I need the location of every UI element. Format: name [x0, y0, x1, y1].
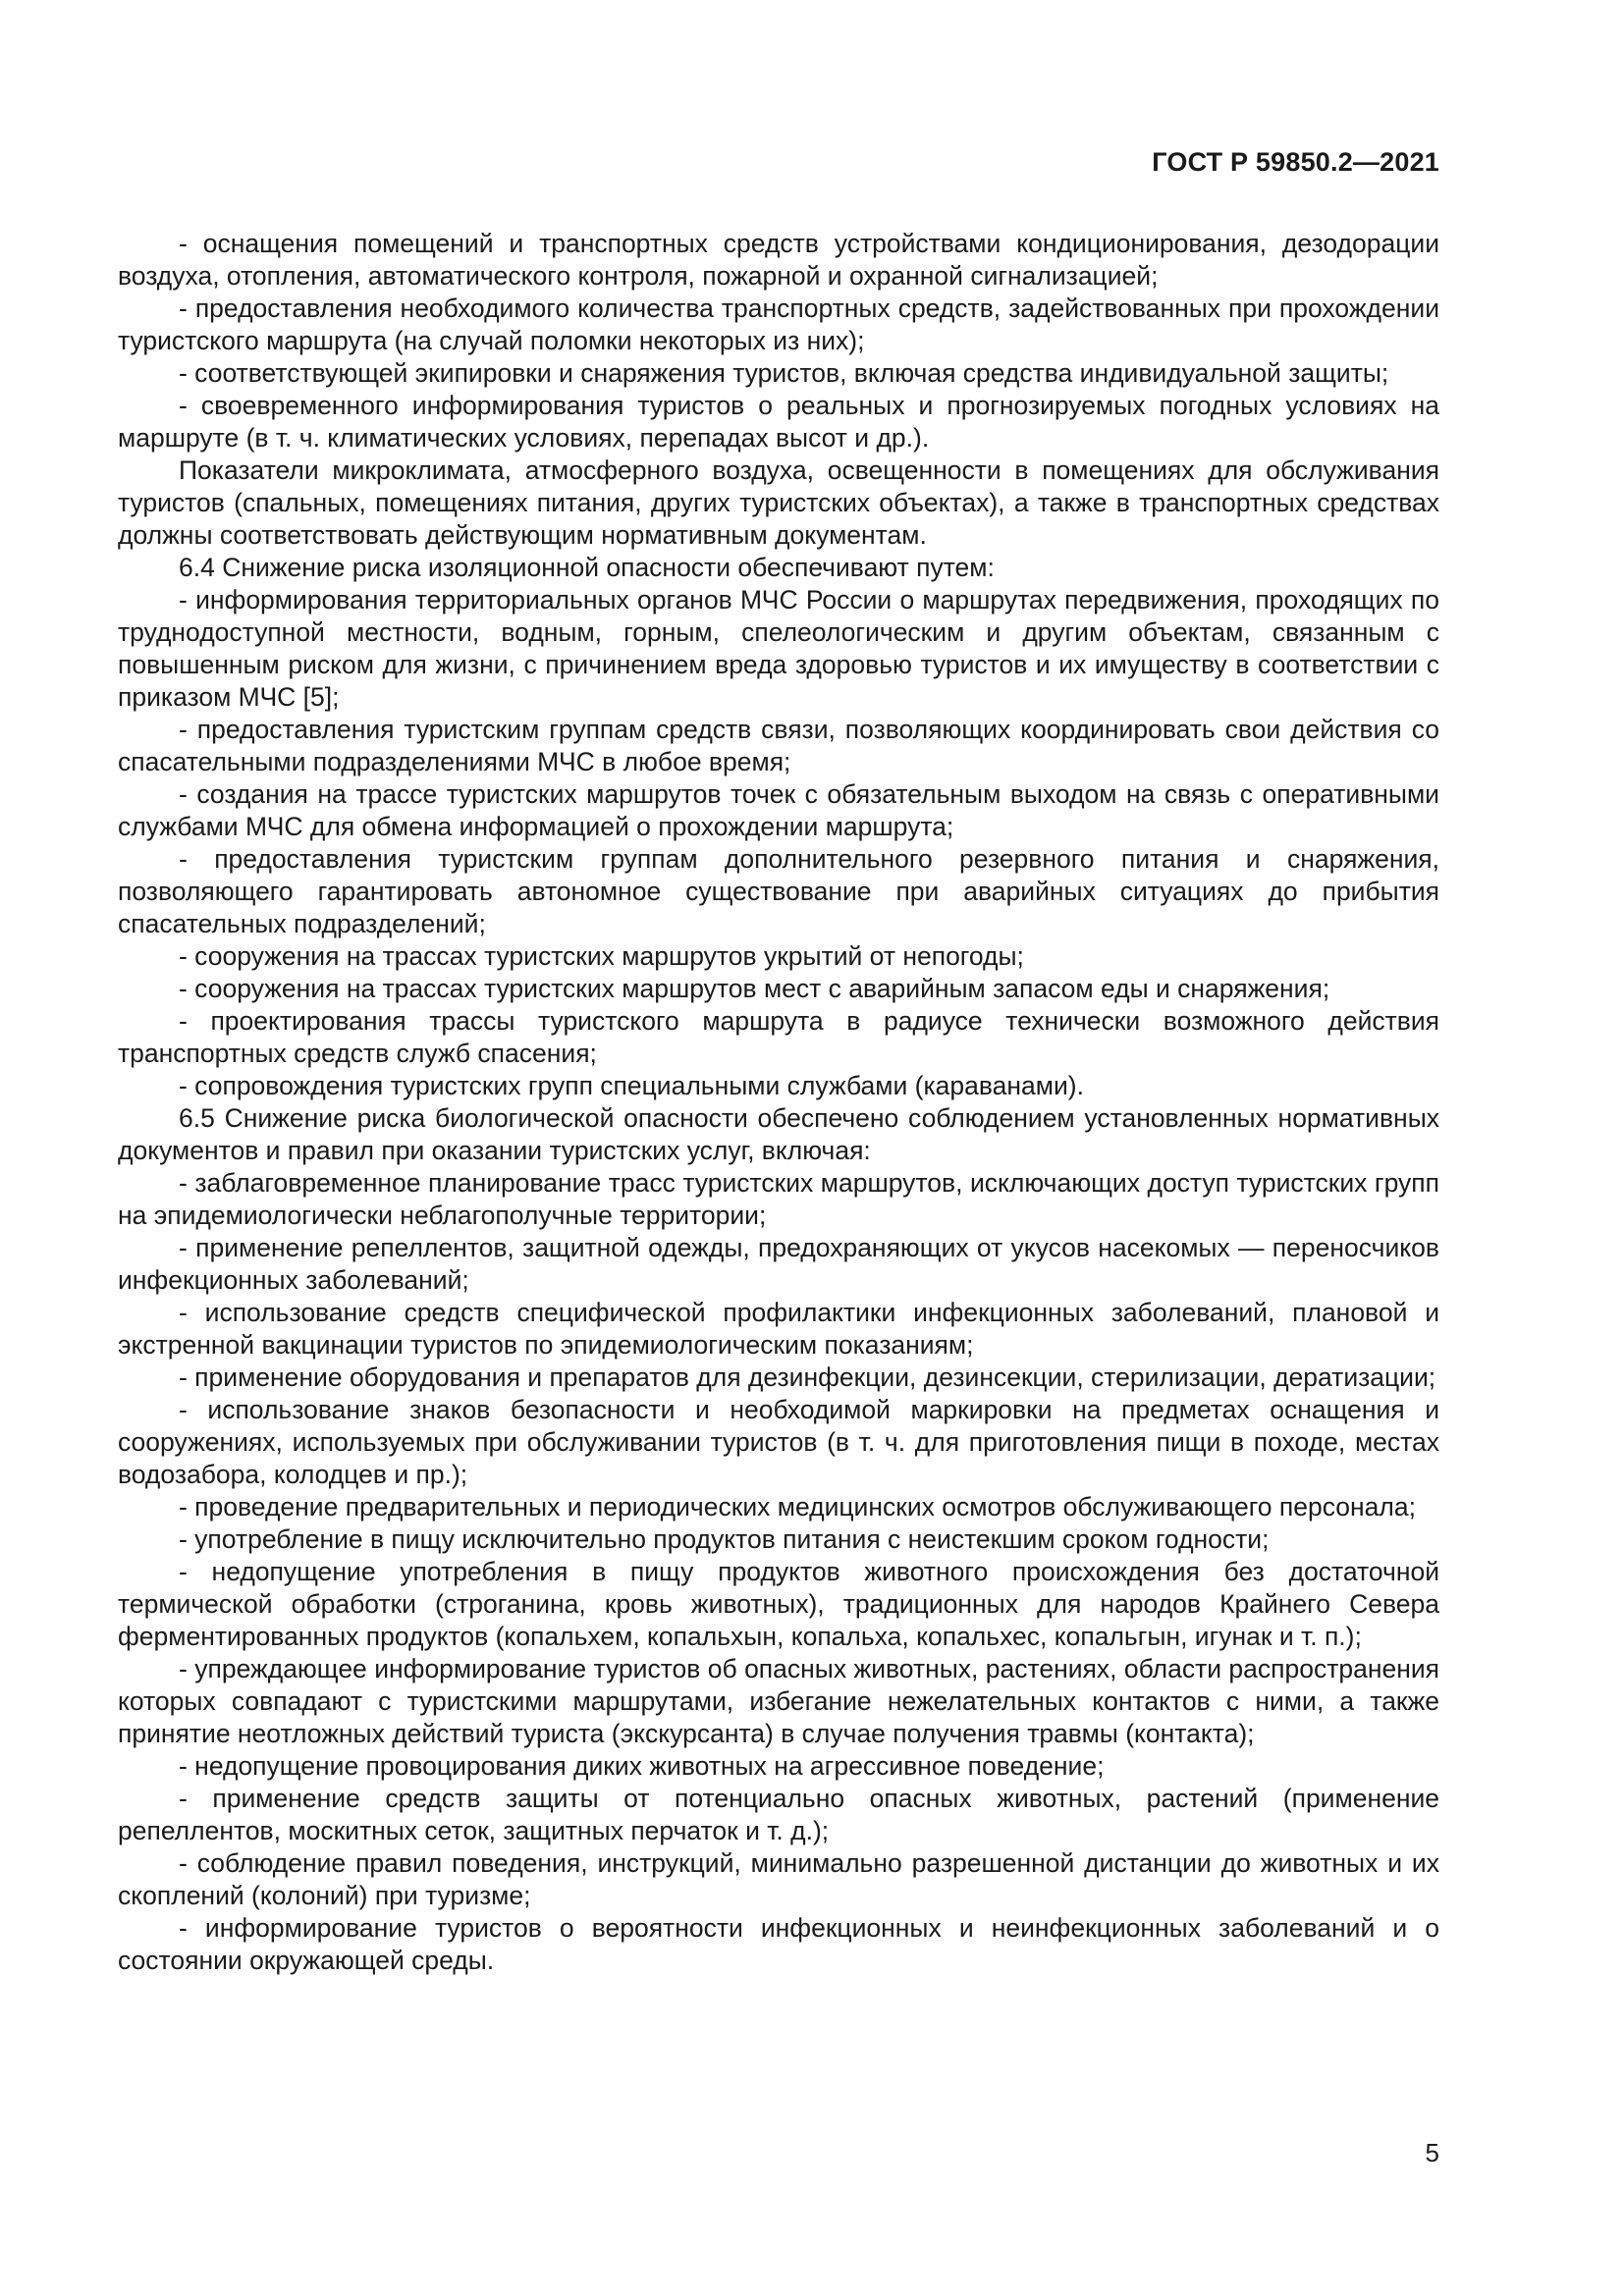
paragraph-21: - проведение предварительных и периодических медицинских осмотров обслуживающего персонала; — [179, 1492, 1416, 1522]
paragraph-2: - предоставления необходимого количества транспортных средств, задействованных при прохождении туристского маршрута (на случай поломки некоторых из них); — [118, 294, 1439, 355]
paragraph-3: - соответствующей экипировки и снаряжения туристов, включая средства индивидуальной защиты; — [179, 358, 1389, 388]
paragraph-8: - предоставления туристским группам средств связи, позволяющих координировать свои действия со спасательными подразделениями МЧС в любое время; — [118, 715, 1439, 776]
paragraph-18: - использование средств специфической профилактики инфекционных заболеваний, плановой и экстренной вакцинации туристов по эпидемиологическим показаниям; — [118, 1298, 1439, 1360]
paragraph-19: - применение оборудования и препаратов для дезинфекции, дезинсекции, стерилизации, дератизации; — [179, 1362, 1436, 1392]
paragraph-16: - заблаговременное планирование трасс туристских маршрутов, исключающих доступ туристских групп на эпидемиологически неблагополучные территории; — [118, 1168, 1439, 1230]
paragraph-24: - упреждающее информирование туристов об опасных животных, растениях, области распространения которых совпадают с туристскими маршрутами, избегание нежелательных контактов с ними, а также принятие неотложных действий туриста (экскурсанта) в случае получения травмы (контакта); — [118, 1654, 1439, 1748]
section-6-4-heading: 6.4 Снижение риска изоляционной опасности обеспечивают путем: — [179, 553, 995, 582]
document-body — [118, 228, 1439, 1977]
paragraph-7: - информирования территориальных органов МЧС России о маршрутах передвижения, проходящих по труднодоступной местности, водным, горным, спелеологическим и другим объектам, связанным с повышенным риском для жизни, с причинением вреда здоровью туристов и их имуществу в соответствии с приказом МЧС [5]; — [118, 585, 1439, 712]
paragraph-27: - соблюдение правил поведения, инструкций, минимально разрешенной дистанции до животных и их скоплений (колоний) при туризме; — [118, 1848, 1439, 1910]
paragraph-12: - сооружения на трассах туристских маршрутов мест с аварийным запасом еды и снаряжения; — [179, 974, 1330, 1003]
paragraph-20: - использование знаков безопасности и необходимой маркировки на предметах оснащения и сооружениях, используемых при обслуживании туристов (в т. ч. для приготовления пищи в походе, местах водозабора, колодцев и пр.); — [118, 1395, 1439, 1489]
paragraph-14: - сопровождения туристских групп специальными службами (караванами). — [179, 1071, 1084, 1100]
paragraph-22: - употребление в пищу исключительно продуктов питания с неистекшим сроком годности; — [179, 1524, 1270, 1554]
paragraph-9: - создания на трассе туристских маршрутов точек с обязательным выходом на связь с оперативными службами МЧС для обмена информацией о прохождении маршрута; — [118, 779, 1439, 841]
page-number: 5 — [1425, 2138, 1439, 2167]
section-6-5-heading: 6.5 Снижение риска биологической опасности обеспечено соблюдением установленных нормативных документов и правил при оказании туристских услуг, включая: — [118, 1103, 1439, 1165]
paragraph-1: - оснащения помещений и транспортных средств устройствами кондиционирования, дезодорации воздуха, отопления, автоматического контроля, пожарной и охранной сигнализацией; — [118, 229, 1439, 291]
paragraph-10: - предоставления туристским группам дополнительного резервного питания и снаряжения, позволяющего гарантировать автономное существование при аварийных ситуациях до прибытия спасательных подразделений; — [118, 844, 1439, 938]
paragraph-4: - своевременного информирования туристов о реальных и прогнозируемых погодных условиях на маршруте (в т. ч. климатических условиях, перепадах высот и др.). — [118, 391, 1439, 453]
paragraph-28: - информирование туристов о вероятности инфекционных и неинфекционных заболеваний и о состоянии окружающей среды. — [118, 1913, 1439, 1975]
paragraph-11: - сооружения на трассах туристских маршрутов укрытий от непогоды; — [179, 941, 1024, 971]
paragraph-25: - недопущение провоцирования диких животных на агрессивное поведение; — [179, 1751, 1105, 1781]
document-code-header: ГОСТ Р 59850.2—2021 — [1152, 147, 1439, 177]
paragraph-5: Показатели микроклимата, атмосферного воздуха, освещенности в помещениях для обслуживания туристов (спальных, помещениях питания, других туристских объектах), а также в транспортных средствах должны соответствовать действующим нормативным документам. — [118, 455, 1439, 550]
paragraph-26: - применение средств защиты от потенциально опасных животных, растений (применение репеллентов, москитных сеток, защитных перчаток и т. д.); — [118, 1784, 1439, 1845]
paragraph-17: - применение репеллентов, защитной одежды, предохраняющих от укусов насекомых — переносчиков инфекционных заболеваний; — [118, 1233, 1439, 1295]
paragraph-23: - недопущение употребления в пищу продуктов животного происхождения без достаточной термической обработки (строганина, кровь животных), традиционных для народов Крайнего Севера ферментированных продуктов (копальхем, копальхын, копальха, копальхес, копальгын, игунак и т. п.); — [118, 1557, 1439, 1651]
paragraph-13: - проектирования трассы туристского маршрута в радиусе технически возможного действия транспортных средств служб спасения; — [118, 1006, 1439, 1068]
